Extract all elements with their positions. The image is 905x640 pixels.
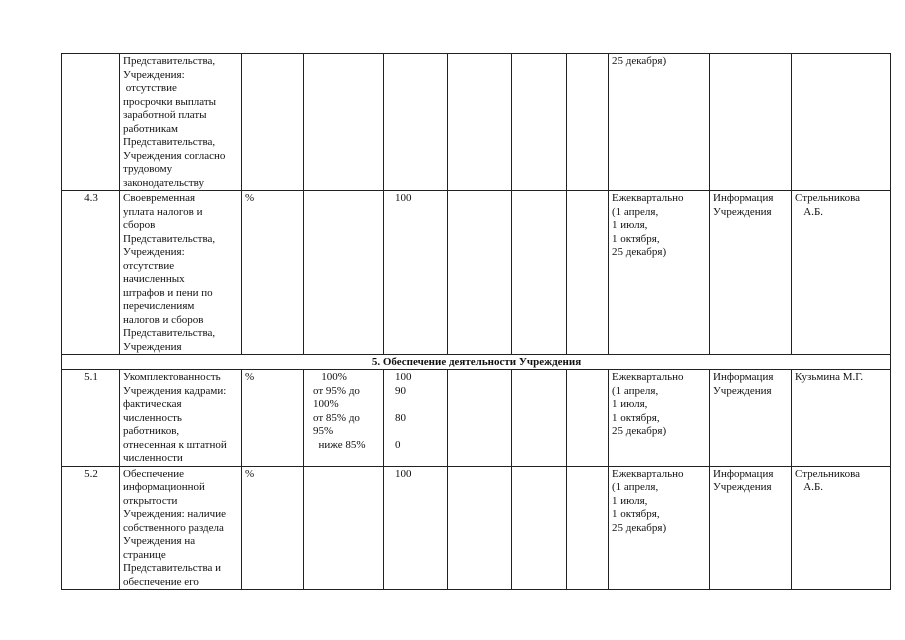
responsible-cell: Стрельникова А.Б. — [792, 191, 891, 355]
empty-cell — [567, 466, 609, 590]
indicator-cell: Обеспечение информационной открытости Учреждения: наличие собственного раздела Учреждения на странице Представительства и обеспечение его — [120, 466, 242, 590]
empty-cell — [567, 54, 609, 191]
table-row — [62, 466, 891, 590]
criteria-cell: 100% от 95% до 100% от 85% до 95% ниже 85% — [304, 370, 384, 467]
unit-cell: % — [242, 466, 304, 590]
indicator-cell: Представительства, Учреждения: отсутствие просрочки выплаты заработной платы работникам Представительства, Учреждения согласно трудовому законодательству — [120, 54, 242, 191]
empty-cell — [448, 466, 512, 590]
section-header-row — [62, 355, 891, 370]
source-cell: Информация Учреждения — [710, 466, 792, 590]
empty-cell — [512, 54, 567, 191]
value-cell — [384, 54, 448, 191]
period-cell: Ежеквартально (1 апреля, 1 июля, 1 октября, 25 декабря) — [609, 370, 710, 467]
empty-cell — [567, 370, 609, 467]
empty-cell — [512, 370, 567, 467]
empty-cell — [448, 370, 512, 467]
unit-cell: % — [242, 370, 304, 467]
empty-cell — [512, 466, 567, 590]
responsible-cell: Стрельникова А.Б. — [792, 466, 891, 590]
criteria-cell — [304, 54, 384, 191]
table-row — [62, 370, 891, 467]
source-cell — [710, 54, 792, 191]
empty-cell — [448, 191, 512, 355]
unit-cell: % — [242, 191, 304, 355]
section-title: 5. Обеспечение деятельности Учреждения — [62, 355, 891, 370]
value-cell: 100 — [384, 191, 448, 355]
unit-cell — [242, 54, 304, 191]
empty-cell — [567, 191, 609, 355]
indicator-cell: Своевременная уплата налогов и сборов Представительства, Учреждения: отсутствие начисленных штрафов и пени по перечислениям налогов и сборов Представительства, Учреждения — [120, 191, 242, 355]
indicator-cell: Укомплектованность Учреждения кадрами: фактическая численность работников, отнесенная к штатной численности — [120, 370, 242, 467]
row-number — [62, 54, 120, 191]
row-number: 5.2 — [62, 466, 120, 590]
source-cell: Информация Учреждения — [710, 191, 792, 355]
source-cell: Информация Учреждения — [710, 370, 792, 467]
row-number: 5.1 — [62, 370, 120, 467]
row-number: 4.3 — [62, 191, 120, 355]
empty-cell — [448, 54, 512, 191]
value-cell: 100 90 80 0 — [384, 370, 448, 467]
period-cell: Ежеквартально (1 апреля, 1 июля, 1 октября, 25 декабря) — [609, 466, 710, 590]
criteria-cell — [304, 191, 384, 355]
responsible-cell — [792, 54, 891, 191]
responsible-cell: Кузьмина М.Г. — [792, 370, 891, 467]
document-table — [61, 53, 891, 590]
table-row — [62, 54, 891, 191]
period-cell: Ежеквартально (1 апреля, 1 июля, 1 октября, 25 декабря) — [609, 191, 710, 355]
value-cell: 100 — [384, 466, 448, 590]
table-row — [62, 191, 891, 355]
criteria-cell — [304, 466, 384, 590]
empty-cell — [512, 191, 567, 355]
period-cell: 25 декабря) — [609, 54, 710, 191]
